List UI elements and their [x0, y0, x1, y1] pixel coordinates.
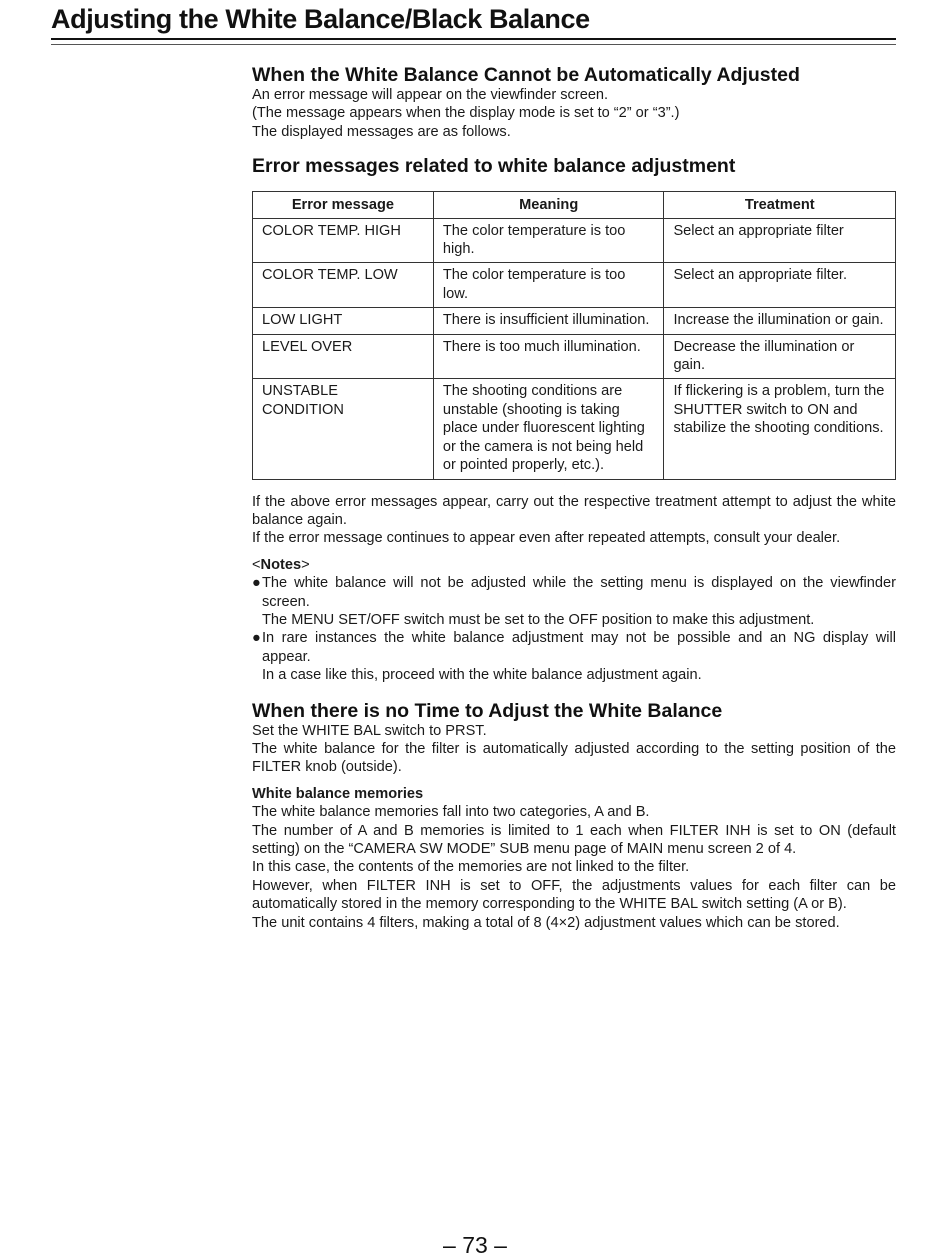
- paragraph-line: The white balance memories fall into two categories, A and B.: [252, 804, 650, 821]
- table-row: [253, 263, 896, 308]
- paragraph-line: Set the WHITE BAL switch to PRST.: [252, 722, 487, 739]
- paragraph-line: An error message will appear on the viewfinder screen.: [252, 87, 609, 103]
- paragraph-line: (The message appears when the display mode is set to “2” or “3”.): [252, 105, 680, 122]
- page-title: Adjusting the White Balance/Black Balance: [51, 4, 590, 34]
- table-row: [253, 308, 896, 334]
- table-row: [253, 218, 896, 263]
- section-no-time: [252, 700, 896, 932]
- cell-treatment: Decrease the illumination or gain.: [664, 334, 896, 379]
- paragraph-line: If the above error messages appear, carry out the respective treatment attempt to adjust the white balance again.: [252, 493, 896, 528]
- cell-meaning: The color temperature is too low.: [433, 263, 664, 308]
- bullet-icon: ●: [252, 630, 261, 647]
- cell-treatment: Select an appropriate filter.: [664, 263, 896, 308]
- note-subtext: The MENU SET/OFF switch must be set to the OFF position to make this adjustment.: [262, 611, 815, 628]
- cell-treatment: Select an appropriate filter: [664, 218, 896, 263]
- cell-meaning: The color temperature is too high.: [433, 218, 664, 263]
- section-heading: When there is no Time to Adjust the White Balance: [252, 699, 723, 722]
- page-number: – 73 –: [443, 1232, 507, 1258]
- column-header-meaning: Meaning: [433, 192, 664, 218]
- notes-label: Notes: [260, 556, 302, 573]
- cell-meaning: The shooting conditions are unstable (shooting is taking place under fluorescent lighting or the camera is not being held or pointed properly, etc.).: [433, 379, 664, 479]
- paragraph-line: The white balance for the filter is automatically adjusted according to the setting position of the FILTER knob (outside).: [252, 740, 896, 776]
- cell-meaning: There is too much illumination.: [433, 334, 664, 379]
- paragraph-line: In this case, the contents of the memories are not linked to the filter.: [252, 859, 690, 876]
- cell-error-message: UNSTABLE CONDITION: [253, 379, 434, 479]
- section-error-messages: [252, 155, 896, 548]
- notes-close-bracket: >: [301, 556, 310, 573]
- table-header-row: [253, 192, 896, 218]
- paragraph-line: The displayed messages are as follows.: [252, 123, 511, 140]
- sub-heading: White balance memories: [252, 785, 424, 802]
- notes-open-bracket: <: [252, 556, 261, 573]
- note-text: In rare instances the white balance adjustment may not be possible and an NG display will appear.: [262, 630, 896, 665]
- section-auto-adjust-failure: [252, 64, 896, 141]
- bullet-icon: ●: [252, 575, 261, 592]
- table-row: [253, 334, 896, 379]
- cell-error-message: COLOR TEMP. LOW: [253, 263, 434, 308]
- main-content: [252, 64, 896, 932]
- cell-error-message: LOW LIGHT: [253, 308, 434, 334]
- column-header-treatment: Treatment: [664, 192, 896, 218]
- paragraph-line: If the error message continues to appear even after repeated attempts, consult your dealer.: [252, 530, 841, 547]
- cell-error-message: LEVEL OVER: [253, 334, 434, 379]
- title-rule-thick: [51, 38, 896, 40]
- paragraph-line: However, when FILTER INH is set to OFF, the adjustments values for each filter can be automatically stored in the memory corresponding to the WHITE BAL switch setting (A or B).: [252, 877, 896, 913]
- section-heading: Error messages related to white balance adjustment: [252, 155, 736, 178]
- paragraph-line: The number of A and B memories is limited to 1 each when FILTER INH is set to ON (default setting) on the “CAMERA SW MODE” SUB menu page of MAIN menu screen 2 of 4.: [252, 822, 896, 857]
- after-table-text: [252, 493, 896, 548]
- table-row: [253, 379, 896, 479]
- cell-treatment: If flickering is a problem, turn the SHUTTER switch to ON and stabilize the shooting conditions.: [664, 379, 896, 479]
- note-item: [252, 629, 896, 684]
- notes-heading: [252, 556, 896, 574]
- title-rule-thin: [51, 44, 896, 45]
- notes-block: [252, 556, 896, 685]
- note-subtext: In a case like this, proceed with the white balance adjustment again.: [262, 667, 702, 684]
- column-header-error-message: Error message: [253, 192, 434, 218]
- section-heading: When the White Balance Cannot be Automatically Adjusted: [252, 64, 800, 86]
- note-text: The white balance will not be adjusted while the setting menu is displayed on the viewfinder screen.: [262, 575, 896, 610]
- cell-meaning: There is insufficient illumination.: [433, 308, 664, 334]
- paragraph-line: The unit contains 4 filters, making a total of 8 (4×2) adjustment values which can be stored.: [252, 914, 840, 931]
- cell-treatment: Increase the illumination or gain.: [664, 308, 896, 334]
- note-item: [252, 574, 896, 629]
- error-message-table: [252, 191, 896, 479]
- cell-error-message: COLOR TEMP. HIGH: [253, 218, 434, 263]
